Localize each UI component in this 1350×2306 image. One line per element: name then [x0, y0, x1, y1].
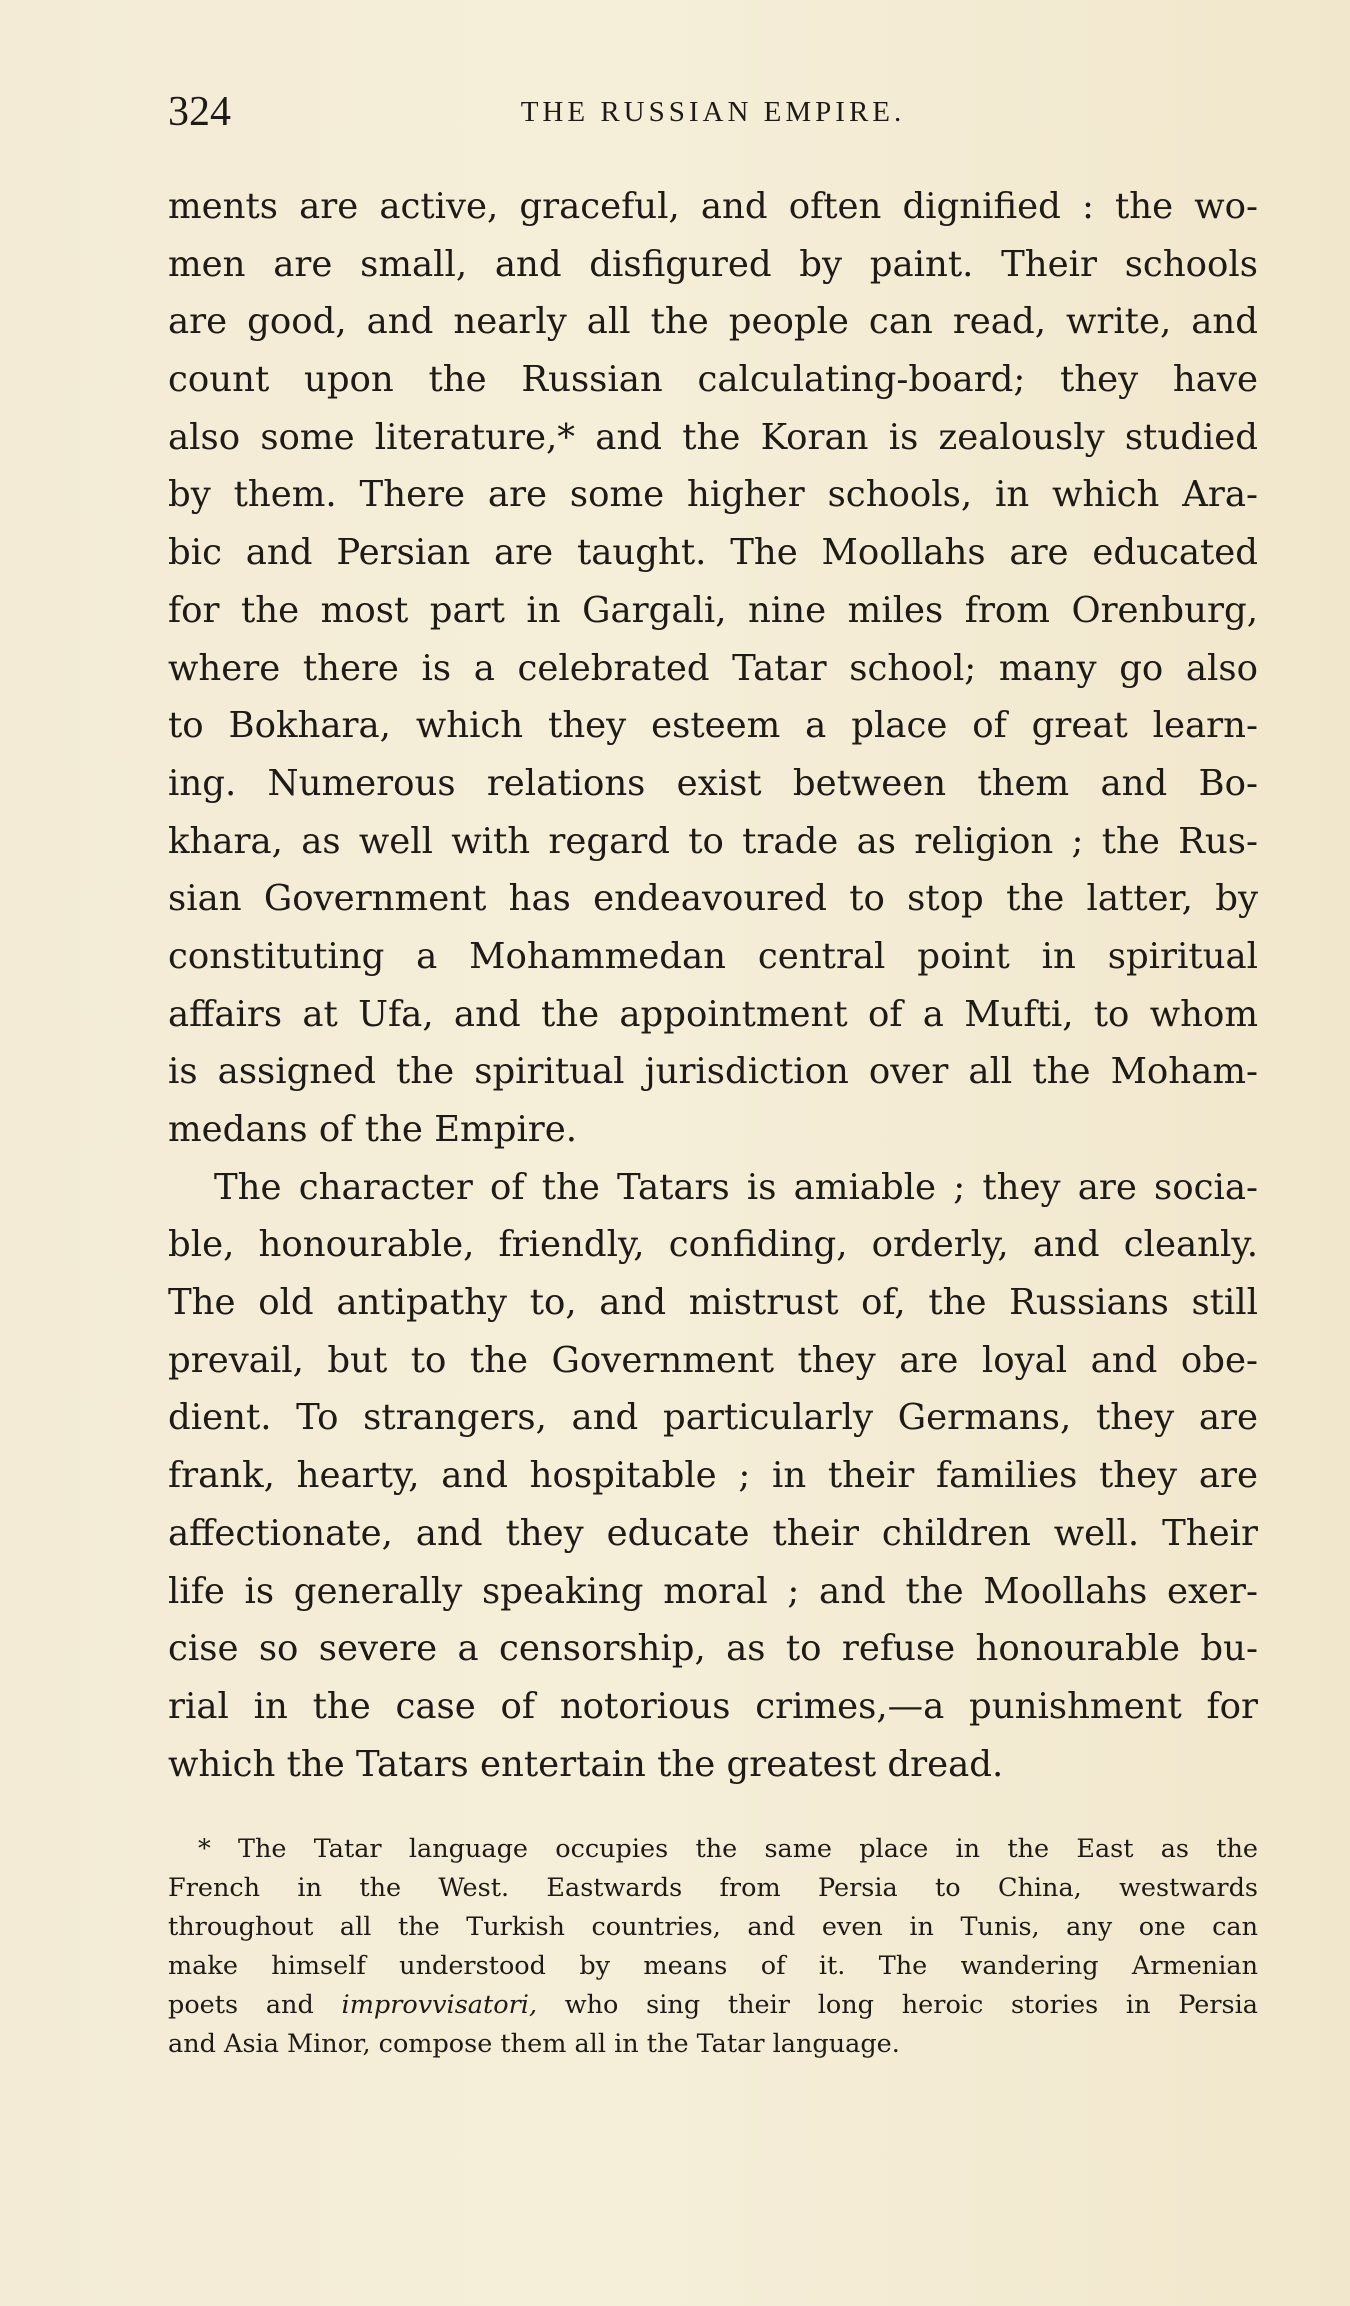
paragraph-2: [168, 1159, 1258, 1794]
paragraph-1: [168, 178, 1258, 1159]
text-line: to Bokhara, which they esteem a place of great learn-: [168, 705, 1258, 747]
text-line: constituting a Mohammedan central point in spiritual: [168, 935, 1258, 977]
text-line: dient. To strangers, and particularly Germans, they are: [168, 1397, 1258, 1439]
page-header: [168, 82, 1258, 142]
text-line: medans of the Empire.: [168, 1109, 578, 1150]
footnote-text: who sing their long heroic stories in Persia: [537, 1990, 1258, 2020]
footnote-line: throughout all the Turkish countries, and even in Tunis, any one can: [168, 1912, 1258, 1942]
footnote-line: make himself understood by means of it. The wandering Armenian: [168, 1951, 1258, 1981]
text-line: rial in the case of notorious crimes,—a punishment for: [168, 1685, 1258, 1727]
text-line: are good, and nearly all the people can read, write, and: [168, 301, 1258, 343]
text-line: sian Government has endeavoured to stop the latter, by: [168, 878, 1258, 920]
text-line: The character of the Tatars is amiable ; they are socia-: [214, 1166, 1258, 1208]
footnote-line: [168, 1986, 1258, 2025]
text-line: for the most part in Gargali, nine miles from Orenburg,: [168, 589, 1258, 631]
text-line: is assigned the spiritual jurisdiction over all the Moham-: [168, 1051, 1258, 1093]
text-line: men are small, and disfigured by paint. Their schools: [168, 243, 1258, 285]
text-line: which the Tatars entertain the greatest dread.: [168, 1743, 1004, 1785]
page-number: 324: [168, 89, 231, 135]
footnote-line: French in the West. Eastwards from Persia to China, westwards: [168, 1873, 1258, 1903]
text-line: ble, honourable, friendly, confiding, orderly, and cleanly.: [168, 1224, 1258, 1266]
text-line: cise so severe a censorship, as to refuse honourable bu-: [168, 1628, 1258, 1670]
italic-term: improvvisatori,: [341, 1990, 538, 2020]
text-line: also some literature,* and the Koran is zealously studied: [168, 416, 1258, 458]
text-line: khara, as well with regard to trade as religion ; the Rus-: [168, 820, 1258, 862]
body-text: [168, 178, 1258, 1793]
footnote-line: * The Tatar language occupies the same place in the East as the: [198, 1834, 1258, 1864]
footnote: [168, 1830, 1258, 2064]
text-line: prevail, but to the Government they are loyal and obe-: [168, 1339, 1258, 1381]
text-line: frank, hearty, and hospitable ; in their families they are: [168, 1455, 1258, 1497]
text-line: where there is a celebrated Tatar school; many go also: [168, 647, 1258, 689]
running-head: THE RUSSIAN EMPIRE.: [520, 96, 906, 128]
text-line: by them. There are some higher schools, in which Ara-: [168, 474, 1258, 516]
footnote-line: and Asia Minor, compose them all in the Tatar language.: [168, 2029, 900, 2059]
text-line: affairs at Ufa, and the appointment of a Mufti, to whom: [168, 993, 1258, 1035]
text-line: ments are active, graceful, and often dignified : the wo-: [168, 186, 1258, 227]
text-line: count upon the Russian calculating-board; they have: [168, 359, 1258, 401]
footnote-text: poets and: [168, 1990, 342, 2020]
text-line: affectionate, and they educate their children well. Their: [168, 1512, 1258, 1554]
text-line: The old antipathy to, and mistrust of, the Russians still: [168, 1282, 1258, 1324]
text-line: ing. Numerous relations exist between them and Bo-: [168, 762, 1258, 804]
text-line: life is generally speaking moral ; and the Moollahs exer-: [168, 1570, 1258, 1612]
text-line: bic and Persian are taught. The Moollahs are educated: [168, 532, 1258, 574]
